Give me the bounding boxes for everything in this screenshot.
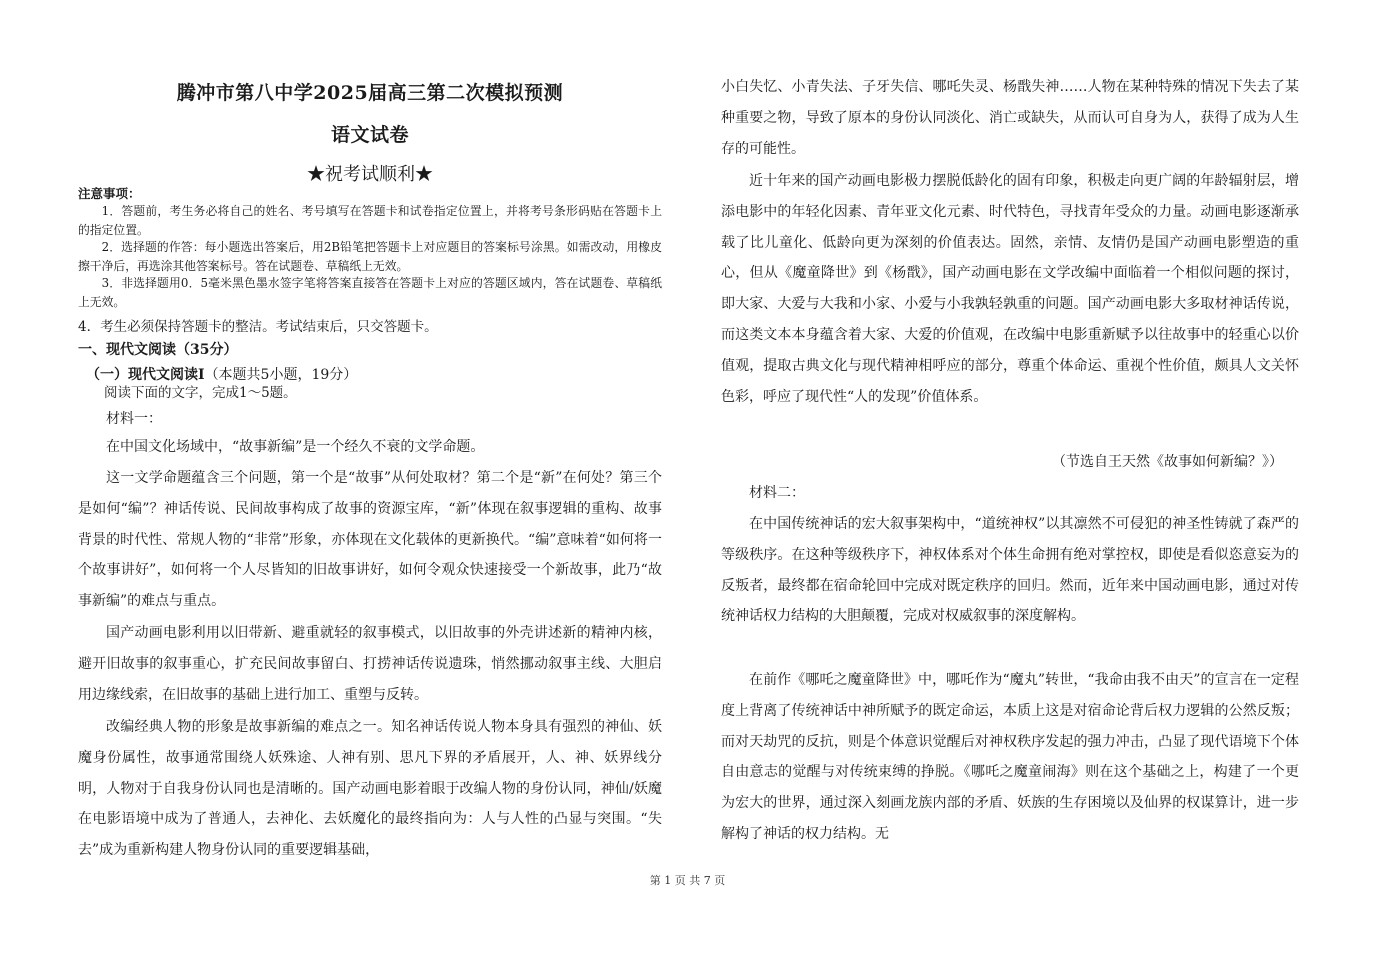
page-number: 第 1 页 共 7 页 xyxy=(649,874,726,887)
exam-title: 腾冲市第八中学2025届高三第二次模拟预测 xyxy=(176,82,564,104)
left-paragraph: 在中国文化场域中，“故事新编”是一个经久不衰的文学命题。 xyxy=(106,439,485,455)
notice-item-1: 1．答题前，考生务必将自己的姓名、考号填写在答题卡和试卷指定位置上，并将考号条形码贴在答题卡上的指定位置。 xyxy=(78,204,662,237)
reading-instruction: 阅读下面的文字，完成1～5题。 xyxy=(104,385,297,401)
left-paragraph: 改编经典人物的形象是故事新编的难点之一。知名神话传说人物本身具有强烈的神仙、妖魔身份属性，故事通常围绕人妖殊途、人神有别、思凡下界的矛盾展开，人、神、妖界线分明，人物对于自我身份认同也是清晰的。国产动画电影着眼于改编人物的身份认同，神仙/妖魔在电影语境中成为了普通人，去神化、去妖魔化的最终指向为：人与人性的凸显与突围。“失去”成为重新构建人物身份认同的重要逻辑基础， xyxy=(78,719,662,859)
material-1-label: 材料一： xyxy=(106,411,162,427)
notice-heading: 注意事项： xyxy=(78,186,141,201)
right-paragraph: 在中国传统神话的宏大叙事架构中，“道统神权”以其凛然不可侵犯的神圣性铸就了森严的等级秩序。在这种等级秩序下，神权体系对个体生命拥有绝对掌控权，即使是看似恣意妄为的反叛者，最终都在宿命轮回中完成对既定秩序的回归。然而，近年来中国动画电影，通过对传统神话权力结构的大胆颠覆，完成对权威叙事的深度解构。 xyxy=(721,516,1299,625)
left-paragraph: 国产动画电影利用以旧带新、避重就轻的叙事模式，以旧故事的外壳讲述新的精神内核，避开旧故事的叙事重心，扩充民间故事留白、打捞神话传说遗珠，悄然挪动叙事主线、大胆启用边缘线索，在旧故事的基础上进行加工、重塑与反转。 xyxy=(78,625,662,703)
subsection-score: （本题共5小题，19分） xyxy=(204,367,358,383)
section-title: 一、现代文阅读（35分） xyxy=(78,342,238,358)
source-citation: （节选自王天然《故事如何新编？》） xyxy=(1052,454,1283,470)
notice-item-2: 2．选择题的作答：每小题选出答案后，用2B铅笔把答题卡上对应题目的答案标号涂黑。如需改动，用橡皮擦干净后，再选涂其他答案标号。答在试题卷、草稿纸上无效。 xyxy=(78,240,662,273)
right-paragraph: 小白失忆、小青失法、子牙失信、哪吒失灵、杨戬失神……人物在某种特殊的情况下失去了某种重要之物，导致了原本的身份认同淡化、消亡或缺失，从而认可自身为人，获得了成为人生存的可能性。 xyxy=(721,79,1299,157)
right-paragraph: 在前作《哪吒之魔童降世》中，哪吒作为“魔丸”转世，“我命由我不由天”的宣言在一定程度上背离了传统神话中神所赋予的既定命运，本质上这是对宿命论背后权力逻辑的公然反叛；而对天劫咒的反抗，则是个体意识觉醒后对神权秩序发起的强力冲击，凸显了现代语境下个体自由意志的觉醒与对传统束缚的挣脱。《哪吒之魔童闹海》则在这个基础之上，构建了一个更为宏大的世界，通过深入刻画龙族内部的矛盾、妖族的生存困境以及仙界的权谋算计，进一步解构了神话的权力结构。无 xyxy=(721,672,1299,842)
good-luck-banner: ★祝考试顺利★ xyxy=(307,164,433,185)
exam-subtitle: 语文试卷 xyxy=(330,124,409,146)
right-paragraph: 近十年来的国产动画电影极力摆脱低龄化的固有印象，积极走向更广阔的年龄辐射层，增添电影中的年轻化因素、青年亚文化元素、时代特色，寻找青年受众的力量。动画电影逐渐承载了比儿童化、低龄向更为深刻的价值表达。固然，亲情、友情仍是国产动画电影塑造的重心，但从《魔童降世》到《杨戬》，国产动画电影在文学改编中面临着一个相似问题的探讨，即大家、大爱与大我和小家、小爱与小我孰轻孰重的问题。国产动画电影大多取材神话传说，而这类文本本身蕴含着大家、大爱的价值观，在改编中电影重新赋予以往故事中的轻重心以价值观，提取古典文化与现代精神相呼应的部分，尊重个体命运、重视个性价值，颇具人文关怀色彩，呼应了现代性“人的发现”价值体系。 xyxy=(721,173,1299,405)
notice-item-3: 3．非选择题用0．5毫米黑色墨水签字笔将答案直接答在答题卡上对应的答题区域内，答在试题卷、草稿纸上无效。 xyxy=(78,276,662,309)
notice-item-4: 4．考生必须保持答题卡的整洁。考试结束后，只交答题卡。 xyxy=(78,319,438,335)
subsection-name: （一）现代文阅读Ⅰ xyxy=(86,367,205,383)
material-2-label: 材料二： xyxy=(749,485,805,501)
left-paragraph: 这一文学命题蕴含三个问题，第一个是“故事”从何处取材？第二个是“新”在何处？第三个是如何“编”？神话传说、民间故事构成了故事的资源宝库，“新”体现在叙事逻辑的重构、故事背景的时代性、常规人物的“非常”形象，亦体现在文化载体的更新换代。“编”意味着“如何将一个故事讲好”，如何将一个人尽皆知的旧故事讲好，如何令观众快速接受一个新故事，此乃“故事新编”的难点与重点。 xyxy=(78,470,662,610)
